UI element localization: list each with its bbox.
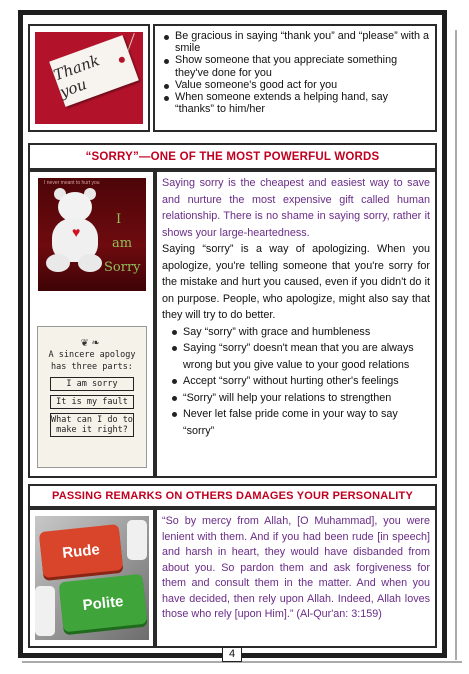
thank-you-tips-box — [153, 24, 437, 132]
apology-part-2: It is my fault — [50, 395, 134, 409]
heart-icon: ♥ — [72, 224, 81, 240]
list-item: Never let false pride come in your way to say “sorry” — [169, 406, 429, 439]
apology-line-2: has three parts: — [51, 362, 133, 372]
rude-key: Rude — [39, 524, 123, 578]
shadow-line-bottom — [22, 661, 462, 663]
sorry-section-header — [28, 143, 437, 170]
quran-quote: “So by mercy from Allah, [O Muhammad], you were lenient with them. And if you had been rude [in speech] and harsh in heart, they would have disbanded from about you. So pardon them and ask forgiveness for them and consult them in the matter. And when you have decided, then rely upon Allah. Indeed, Allah loves those who rely [upon Him].” (Al-Qur'an: 3:159) — [162, 515, 430, 620]
bear-leg-right — [78, 254, 102, 272]
list-item: Accept “sorry” without hurting other's feelings — [169, 373, 429, 390]
remarks-section-title: PASSING REMARKS ON OTHERS DAMAGES YOUR PERSONALITY — [51, 490, 414, 502]
list-item: Show someone that you appreciate something they've done for you — [161, 54, 429, 78]
sorry-intro-paragraph: Saying sorry is the cheapest and easiest way to save and nurture the most expensive gift called human relationship. There is no shame in saying sorry, rather it shows your large-heartedness. — [162, 177, 430, 239]
bear-word-i: I — [116, 212, 122, 227]
bear-image-caption: I never meant to hurt you — [44, 180, 100, 186]
list-item: Value someone's good act for you — [161, 79, 429, 91]
keyboard-key — [35, 586, 55, 636]
thank-you-tag — [49, 35, 139, 107]
remarks-section-header — [28, 484, 437, 508]
list-item: When someone extends a helping hand, say “thanks” to him/her — [161, 91, 429, 115]
apology-line-1: A sincere apology — [48, 350, 136, 360]
sorry-explanation-paragraph: Saying “sorry” is a way of apologizing. When you apologize, you're telling someone that you're sorry for the mistake and hurt you caused, even if you didn't do it on purpose. People, who apologize, might also say that they will try to do better. — [162, 243, 430, 321]
thank-you-tag-text: Thank you — [51, 51, 102, 102]
sorry-tips-list — [157, 324, 435, 440]
apology-part-3-line-a: What can I do to — [51, 415, 133, 425]
sorry-images-column — [28, 170, 155, 478]
list-item: Say “sorry” with grace and humbleness — [169, 324, 429, 341]
apology-part-3 — [50, 413, 134, 437]
bear-leg-left — [46, 254, 70, 272]
thank-you-card-image — [35, 32, 143, 124]
thank-you-image-box — [28, 24, 150, 132]
sorry-section-title: “SORRY”—ONE OF THE MOST POWERFUL WORDS — [85, 150, 380, 163]
apology-card-image — [38, 327, 146, 467]
list-item: “Sorry” will help your relations to strengthen — [169, 390, 429, 407]
page-number: 4 — [222, 647, 242, 662]
rude-polite-keyboard-image — [35, 516, 149, 640]
apology-part-3-line-b: make it right? — [56, 425, 128, 435]
ornament-icon: ❦❧ — [80, 335, 104, 349]
rude-polite-image-box — [28, 508, 155, 648]
sorry-bear-image — [38, 178, 146, 291]
list-item: Be gracious in saying “thank you” and “please” with a smile — [161, 30, 429, 54]
thank-you-tips-list — [155, 26, 435, 115]
shadow-line-right — [455, 30, 457, 660]
quran-quote-box — [155, 508, 437, 648]
apology-part-1: I am sorry — [50, 377, 134, 391]
list-item: Saying “sorry” doesn't mean that you are always wrong but you give value to your good relations — [169, 340, 429, 373]
keyboard-key — [127, 520, 147, 560]
sorry-text-box — [155, 170, 437, 478]
bear-word-sorry: Sorry — [104, 260, 141, 275]
polite-key: Polite — [59, 574, 148, 633]
bear-word-am: am — [112, 236, 133, 251]
